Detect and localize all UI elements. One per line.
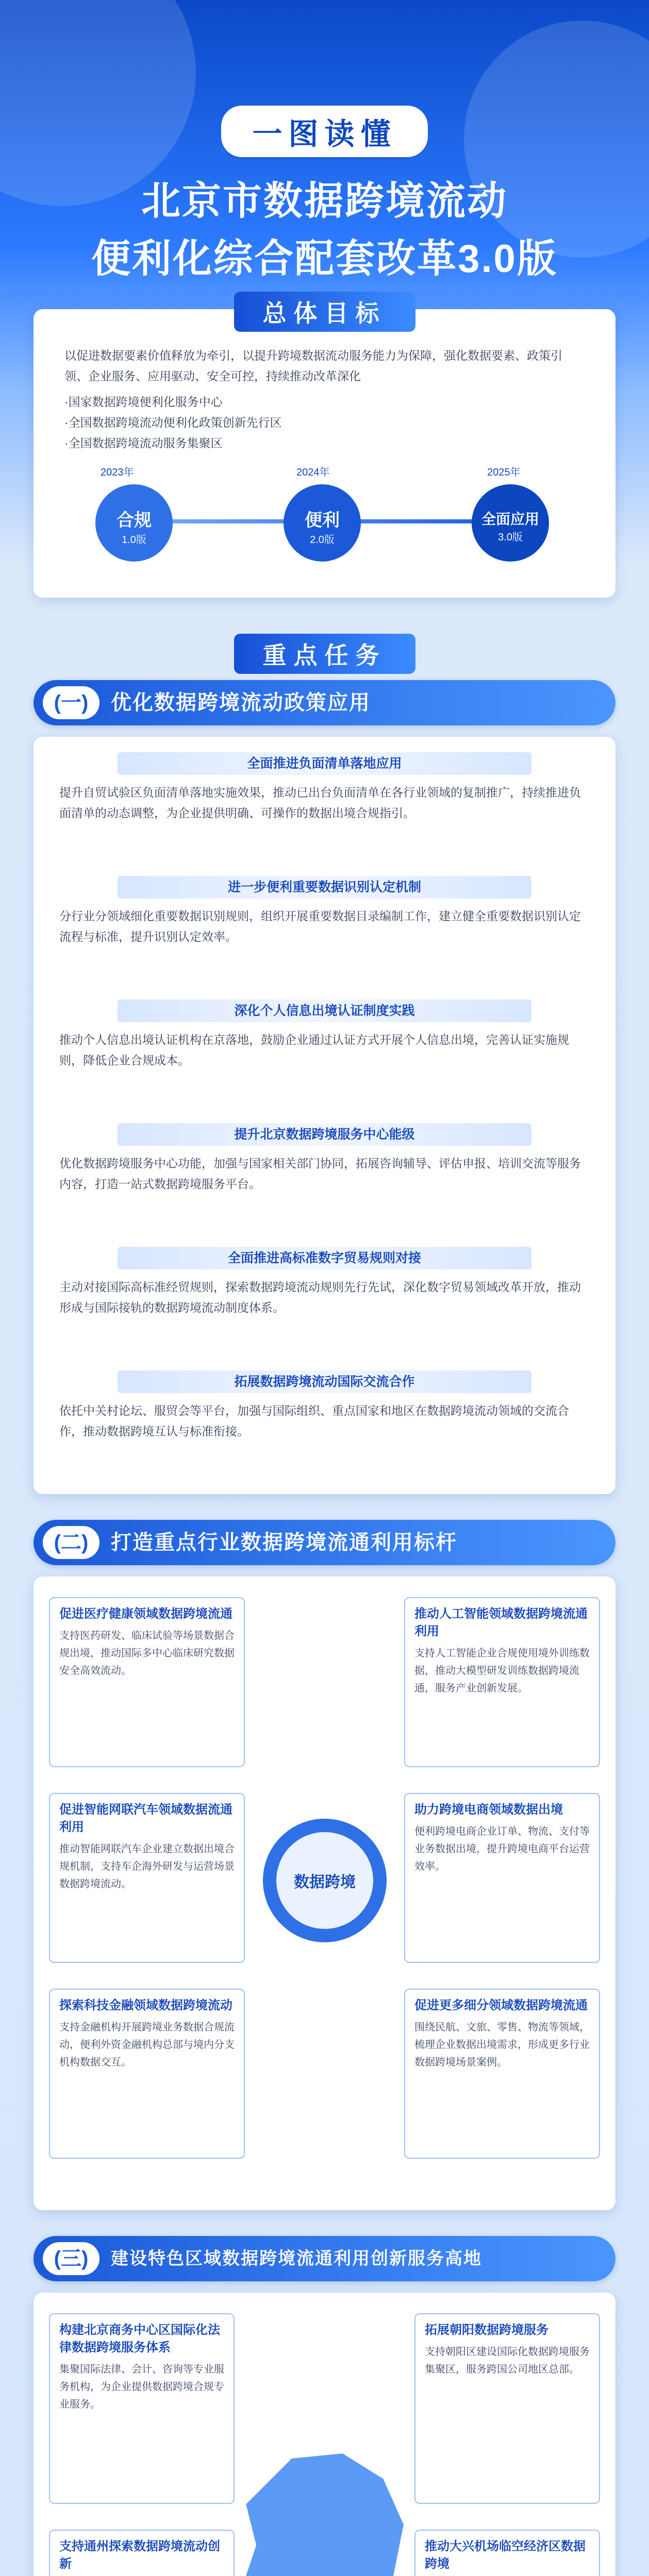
- timeline-step-3: [472, 484, 549, 562]
- industry-body: 支持医药研发、临床试验等场景数据合规出境，推动国际多中心临床研究数据安全高效流动。: [59, 1630, 235, 1676]
- step-year: 2023年: [101, 467, 134, 478]
- industry-head: 促进智能网联汽车领域数据流通利用: [59, 1803, 232, 1834]
- goals-bullet: ·国家数据跨境便利化服务中心: [64, 395, 223, 409]
- task-banner-1: [34, 680, 615, 725]
- header-badge: 一图读懂: [221, 106, 427, 157]
- task-item-body: 推动个人信息出境认证机构在京落地，鼓励企业通过认证方式开展个人信息出境，完善认证实施规则，降低企业合规成本。: [59, 1033, 569, 1067]
- center-ring: [263, 1819, 387, 1942]
- step-version: 2.0版: [310, 534, 335, 546]
- task-number: (二): [43, 1526, 99, 1559]
- task-item-head: 提升北京数据跨境服务中心能级: [118, 1123, 531, 1146]
- task-item: [59, 752, 590, 876]
- step-label: 便利: [305, 511, 340, 530]
- industry-body: 支持人工智能企业合规使用境外训练数据，推动大模型研发训练数据跨境流通，服务产业创新发展。: [414, 1648, 590, 1694]
- task-title: 打造重点行业数据跨境流通利用标杆: [111, 1531, 457, 1554]
- industry-head: 助力跨境电商领域数据出境: [414, 1803, 563, 1817]
- goals-body: [64, 345, 585, 453]
- task-card-2: [34, 1577, 615, 2210]
- task-number: (一): [43, 686, 99, 719]
- goals-section-title: 总体目标: [234, 292, 415, 332]
- task-item: [59, 1123, 590, 1247]
- task-title: 建设特色区域数据跨境流通利用创新服务高地: [111, 2249, 482, 2268]
- task-item-body: 主动对接国际高标准经贸规则，探索数据跨境流动规则先行先试，深化数字贸易领域改革开放，推动形成与国际接轨的数据跨境流动制度体系。: [59, 1280, 581, 1314]
- tasks-section-title: 重点任务: [234, 634, 415, 674]
- task-item-head: 进一步便利重要数据识别认定机制: [118, 876, 531, 899]
- industry-body: 支持金融机构开展跨境业务数据合规流动，便利外资金融机构总部与境内分支机构数据交互。: [59, 2022, 235, 2068]
- industry-box: [49, 1793, 245, 1963]
- industry-box: [49, 1989, 245, 2159]
- step-year: 2024年: [296, 467, 330, 478]
- task-item-head: 深化个人信息出境认证制度实践: [118, 999, 531, 1022]
- industry-body: 推动智能网联汽车企业建立数据出境合规机制，支持车企海外研发与运营场景数据跨境流动。: [59, 1843, 235, 1890]
- industry-body: 便利跨境电商企业订单、物流、支付等业务数据出境，提升跨境电商平台运营效率。: [414, 1826, 590, 1872]
- industry-box: [404, 1793, 600, 1963]
- region-body: 集聚国际法律、会计、咨询等专业服务机构，为企业提供数据跨境合规专业服务。: [59, 2364, 224, 2410]
- region-box: [414, 2313, 600, 2504]
- industry-box: [404, 1597, 600, 1767]
- task-title: 优化数据跨境流动政策应用: [111, 691, 371, 714]
- task-item-body: 提升自贸试验区负面清单落地实施效果，推动已出台负面清单在各行业领域的复制推广，持续推进负面清单的动态调整，为企业提供明确、可操作的数据出境合规指引。: [59, 786, 581, 820]
- beijing-map-icon: [229, 2447, 420, 2576]
- header: [0, 106, 649, 288]
- task-item-body: 优化数据跨境服务中心功能，加强与国家相关部门协同，拓展咨询辅导、评估申报、培训交流等服务内容，打造一站式数据跨境服务平台。: [59, 1157, 581, 1191]
- center-ring-label: 数据跨境: [294, 1874, 356, 1891]
- timeline-step-1: [95, 484, 173, 562]
- timeline-step-2: [284, 484, 361, 562]
- goals-bullet: ·全国数据跨境流动服务集聚区: [64, 436, 223, 450]
- task-item-head: 全面推进高标准数字贸易规则对接: [118, 1247, 531, 1269]
- industry-head: 促进医疗健康领域数据跨境流通: [59, 1607, 232, 1621]
- task-item: [59, 1247, 590, 1370]
- step-label: 合规: [117, 511, 152, 530]
- task-1-list: [59, 752, 590, 1484]
- step-label: 全面应用: [481, 511, 539, 527]
- industry-head: 促进更多细分领域数据跨境流通: [414, 1998, 588, 2012]
- region-head: 构建北京商务中心区国际化法律数据跨境服务体系: [59, 2323, 220, 2354]
- task-banner-2: [34, 1520, 615, 1565]
- task-number: (三): [43, 2242, 99, 2275]
- industry-head: 推动人工智能领域数据跨境流通利用: [414, 1607, 588, 1638]
- task-item-body: 依托中关村论坛、服贸会等平台，加强与国际组织、重点国家和地区在数据跨境流动领域的交流合作，推动数据跨境互认与标准衔接。: [59, 1404, 569, 1438]
- task-card-1: [34, 737, 615, 1494]
- region-head: 推动大兴机场临空经济区数据跨境: [425, 2539, 586, 2571]
- region-box: [49, 2530, 235, 2576]
- page-title-line2: 便利化综合配套改革3.0版: [91, 237, 558, 281]
- step-version: 1.0版: [122, 534, 146, 546]
- region-box: [49, 2313, 235, 2504]
- task-card-3: [34, 2293, 615, 2576]
- region-head: 拓展朝阳数据跨境服务: [425, 2323, 548, 2337]
- step-year: 2025年: [487, 467, 521, 478]
- industry-body: 围绕民航、文旅、零售、物流等领域，梳理企业数据出境需求，形成更多行业数据跨境场景案例。: [414, 2022, 590, 2068]
- task-item: [59, 876, 590, 999]
- goals-card: [34, 300, 615, 598]
- task-item: [59, 1370, 590, 1484]
- task-banner-3: [34, 2236, 615, 2281]
- task-item-body: 分行业分领域细化重要数据识别规则，组织开展重要数据目录编制工作，建立健全重要数据识别认定流程与标准，提升识别认定效率。: [59, 909, 581, 943]
- region-head: 支持通州探索数据跨境流动创新: [59, 2539, 220, 2571]
- industry-box: [49, 1597, 245, 1767]
- goals-intro: 以促进数据要素价值释放为牵引，以提升跨境数据流动服务能力为保障，强化数据要素、政策引领、企业服务、应用驱动、安全可控，持续推动改革深化: [64, 349, 562, 383]
- task-item-head: 拓展数据跨境流动国际交流合作: [118, 1370, 531, 1393]
- goals-timeline: [95, 464, 549, 577]
- region-body: 支持朝阳区建设国际化数据跨境服务集聚区，服务跨国公司地区总部。: [425, 2346, 590, 2375]
- industry-box: [404, 1989, 600, 2159]
- task-item-head: 全面推进负面清单落地应用: [118, 752, 531, 775]
- page-title-line1: 北京市数据跨境流动: [141, 179, 508, 223]
- task-item: [59, 999, 590, 1123]
- region-box: [414, 2530, 600, 2576]
- step-version: 3.0版: [498, 532, 523, 543]
- industry-head: 探索科技金融领域数据跨境流动: [59, 1998, 232, 2012]
- tasks-header: [0, 634, 649, 674]
- goals-bullet: ·全国数据跨境流动便利化政策创新先行区: [64, 416, 282, 429]
